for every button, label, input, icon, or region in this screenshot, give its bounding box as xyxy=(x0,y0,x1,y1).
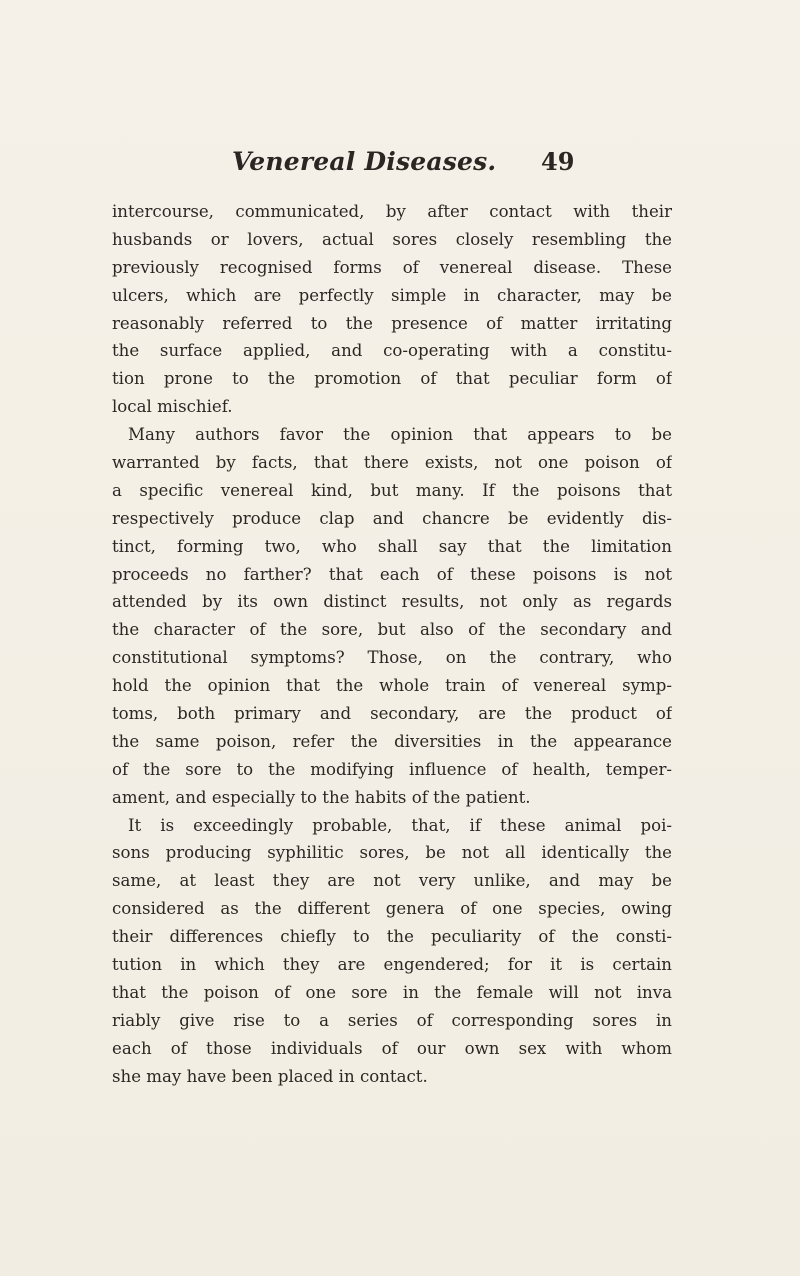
text-line: riably give rise to a series of corresponding sores in xyxy=(112,1010,672,1030)
text-line: attended by its own distinct results, not only as regards xyxy=(112,592,672,612)
paragraph-start-line: It is exceedingly probable, that, if these animal poi- xyxy=(128,815,672,835)
text-line: hold the opinion that the whole train of venereal symp- xyxy=(112,676,672,696)
text-line: previously recognised forms of venereal disease. These xyxy=(112,257,672,277)
page-number: 49 xyxy=(541,147,575,176)
running-head xyxy=(0,147,800,181)
text-line: a specific venereal kind, but many. If the poisons that xyxy=(112,480,672,500)
text-line: of the sore to the modifying influence of health, temper- xyxy=(112,759,672,779)
text-line: each of those individuals of our own sex with whom xyxy=(112,1038,672,1058)
text-line: their differences chiefly to the peculiarity of the consti- xyxy=(112,927,672,947)
text-line: tinct, forming two, who shall say that the limitation xyxy=(112,536,672,556)
text-line: considered as the different genera of one species, owing xyxy=(112,899,672,919)
text-line: warranted by facts, that there exists, not one poison of xyxy=(112,453,672,473)
paragraph-end-line: she may have been placed in contact. xyxy=(112,1066,428,1086)
text-line: the character of the sore, but also of the secondary and xyxy=(112,620,672,640)
text-line: reasonably referred to the presence of matter irritating xyxy=(112,313,672,333)
paragraph-end-line: local mischief. xyxy=(112,397,233,417)
text-line: toms, both primary and secondary, are the product of xyxy=(112,704,672,724)
text-line: sons producing syphilitic sores, be not all identically the xyxy=(112,843,672,863)
text-line: the surface applied, and co-operating with a constitu- xyxy=(112,341,672,361)
text-line: ulcers, which are perfectly simple in character, may be xyxy=(112,285,672,305)
text-line: respectively produce clap and chancre be evidently dis- xyxy=(112,508,672,528)
text-line: proceeds no farther? that each of these poisons is not xyxy=(112,564,672,584)
text-line: same, at least they are not very unlike, and may be xyxy=(112,871,672,891)
text-line: that the poison of one sore in the female will not inva xyxy=(112,982,672,1002)
paragraph-end-line: ament, and especially to the habits of the patient. xyxy=(112,787,531,807)
running-head-title: Venereal Diseases. xyxy=(232,147,497,176)
text-line: constitutional symptoms? Those, on the contrary, who xyxy=(112,648,672,668)
paragraph-start-line: Many authors favor the opinion that appears to be xyxy=(128,425,672,445)
body-text xyxy=(112,198,672,1091)
text-line: intercourse, communicated, by after contact with their xyxy=(112,202,672,221)
text-line: tution in which they are engendered; for it is certain xyxy=(112,955,672,975)
text-line: the same poison, refer the diversities in the appearance xyxy=(112,731,672,751)
text-line: tion prone to the promotion of that peculiar form of xyxy=(112,369,672,389)
text-line: husbands or lovers, actual sores closely resembling the xyxy=(112,229,672,249)
